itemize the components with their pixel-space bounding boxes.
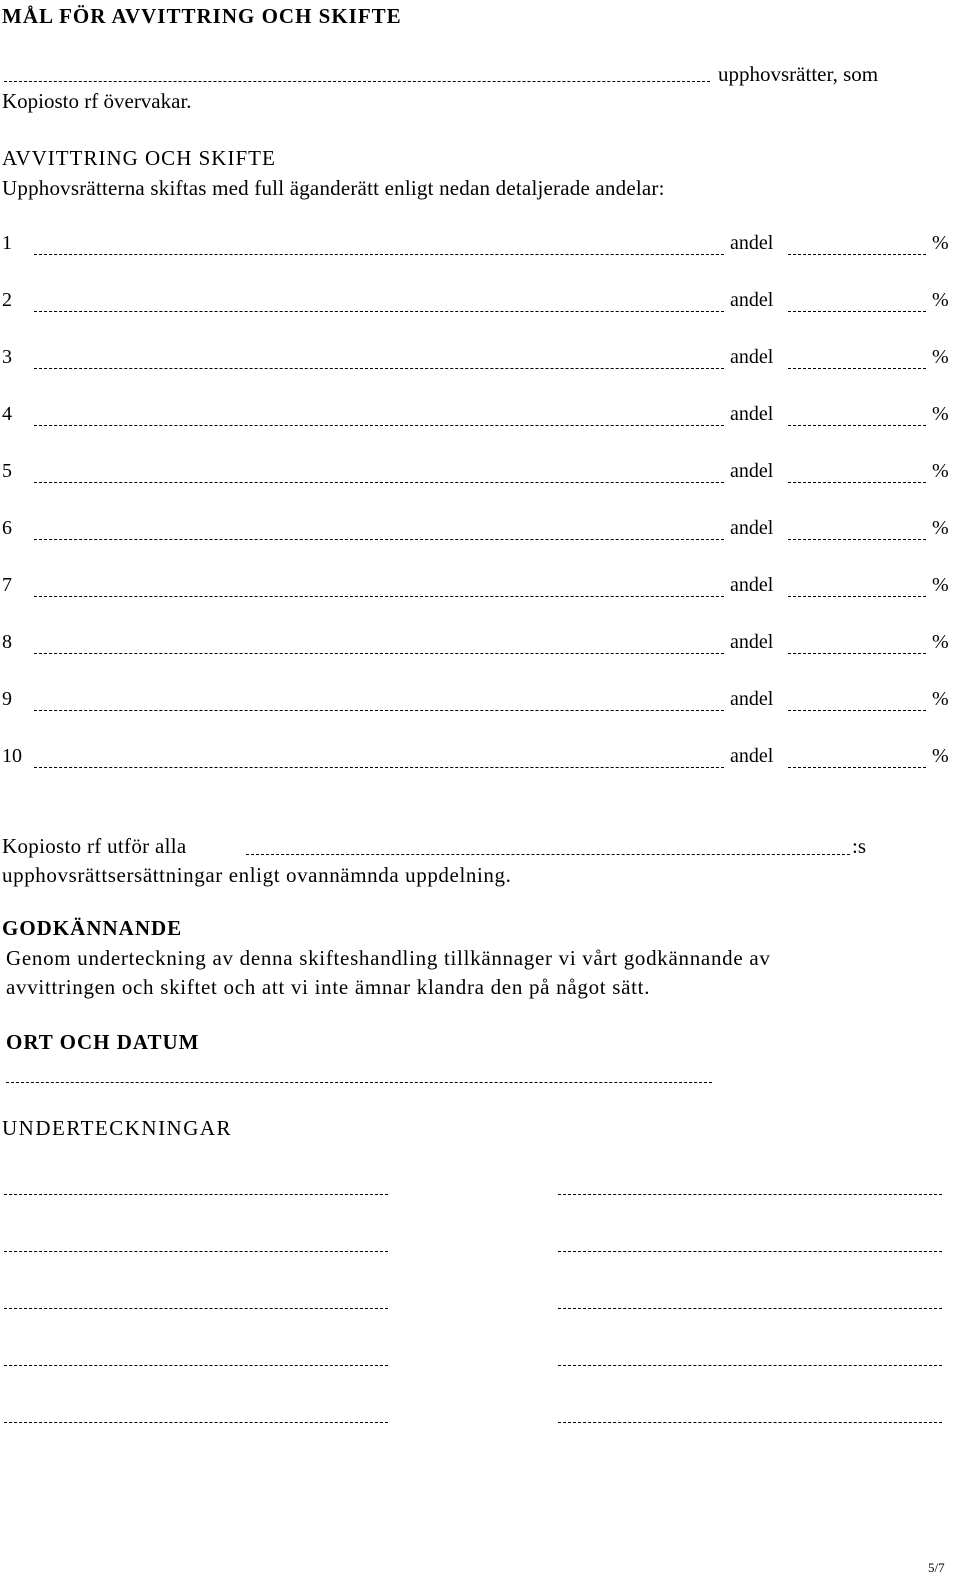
signatures-heading: UNDERTECKNINGAR (2, 1116, 233, 1140)
share-andel-label: andel (730, 289, 774, 311)
share-percent-sign: % (932, 631, 949, 653)
share-percent-sign: % (932, 745, 949, 767)
share-number: 4 (2, 403, 12, 425)
place-date-blank[interactable] (6, 1082, 712, 1083)
approval-text-line2: avvittringen och skiftet och att vi inte ämnar klandra den på något sätt. (6, 975, 651, 999)
kopiosto-second-line: upphovsrättsersättningar enligt ovannämnda uppdelning. (2, 863, 512, 887)
share-name-blank[interactable] (34, 311, 724, 312)
share-percent-blank[interactable] (788, 710, 926, 711)
share-number: 3 (2, 346, 12, 368)
share-name-blank[interactable] (34, 596, 724, 597)
page-number: 5/7 (928, 1560, 945, 1575)
share-row (0, 460, 960, 488)
share-number: 2 (2, 289, 12, 311)
share-number: 10 (2, 745, 22, 767)
share-andel-label: andel (730, 403, 774, 425)
share-percent-sign: % (932, 289, 949, 311)
share-andel-label: andel (730, 460, 774, 482)
signature-line-right[interactable] (558, 1308, 942, 1309)
share-row (0, 574, 960, 602)
kopiosto-name-blank[interactable] (246, 854, 850, 855)
share-percent-sign: % (932, 688, 949, 710)
share-percent-blank[interactable] (788, 596, 926, 597)
kopiosto-text-start: Kopiosto rf utför alla (2, 834, 187, 858)
share-percent-blank[interactable] (788, 425, 926, 426)
section-text-avvittring: Upphovsrätterna skiftas med full äganderätt enligt nedan detaljerade andelar: (2, 176, 665, 200)
signature-line-right[interactable] (558, 1365, 942, 1366)
share-name-blank[interactable] (34, 539, 724, 540)
signature-line-right[interactable] (558, 1194, 942, 1195)
share-percent-sign: % (932, 460, 949, 482)
share-row (0, 289, 960, 317)
share-row (0, 517, 960, 545)
signature-line-left[interactable] (4, 1194, 388, 1195)
share-row (0, 403, 960, 431)
share-andel-label: andel (730, 517, 774, 539)
signature-line-right[interactable] (558, 1422, 942, 1423)
share-name-blank[interactable] (34, 368, 724, 369)
kopiosto-suffix: :s (852, 834, 867, 858)
share-percent-blank[interactable] (788, 254, 926, 255)
share-andel-label: andel (730, 574, 774, 596)
share-percent-sign: % (932, 232, 949, 254)
share-percent-blank[interactable] (788, 368, 926, 369)
share-percent-blank[interactable] (788, 767, 926, 768)
share-number: 5 (2, 460, 12, 482)
share-number: 8 (2, 631, 12, 653)
share-percent-sign: % (932, 517, 949, 539)
share-percent-sign: % (932, 403, 949, 425)
share-percent-blank[interactable] (788, 311, 926, 312)
share-name-blank[interactable] (34, 767, 724, 768)
share-name-blank[interactable] (34, 254, 724, 255)
signature-line-left[interactable] (4, 1365, 388, 1366)
share-row (0, 346, 960, 374)
share-number: 1 (2, 232, 12, 254)
signature-line-left[interactable] (4, 1251, 388, 1252)
document-title: MÅL FÖR AVVITTRING OCH SKIFTE (2, 4, 402, 28)
signature-line-left[interactable] (4, 1308, 388, 1309)
share-number: 6 (2, 517, 12, 539)
share-percent-blank[interactable] (788, 539, 926, 540)
share-andel-label: andel (730, 631, 774, 653)
share-number: 7 (2, 574, 12, 596)
share-name-blank[interactable] (34, 710, 724, 711)
share-number: 9 (2, 688, 12, 710)
intro-second-line: Kopiosto rf övervakar. (2, 89, 192, 113)
share-percent-sign: % (932, 346, 949, 368)
share-row (0, 745, 960, 773)
section-heading-avvittring: AVVITTRING OCH SKIFTE (2, 146, 276, 170)
intro-right-text: upphovsrätter, som (718, 62, 879, 86)
share-row (0, 688, 960, 716)
share-name-blank[interactable] (34, 653, 724, 654)
signature-line-left[interactable] (4, 1422, 388, 1423)
share-name-blank[interactable] (34, 482, 724, 483)
share-andel-label: andel (730, 688, 774, 710)
share-percent-sign: % (932, 574, 949, 596)
place-date-heading: ORT OCH DATUM (6, 1030, 200, 1054)
share-andel-label: andel (730, 346, 774, 368)
share-row (0, 631, 960, 659)
approval-heading: GODKÄNNANDE (2, 916, 183, 940)
share-andel-label: andel (730, 232, 774, 254)
share-andel-label: andel (730, 745, 774, 767)
share-name-blank[interactable] (34, 425, 724, 426)
owner-name-blank[interactable] (4, 81, 710, 82)
share-percent-blank[interactable] (788, 653, 926, 654)
approval-text-line1: Genom underteckning av denna skifteshandling tillkännager vi vårt godkännande av (6, 946, 771, 970)
share-percent-blank[interactable] (788, 482, 926, 483)
signature-line-right[interactable] (558, 1251, 942, 1252)
share-row (0, 232, 960, 260)
